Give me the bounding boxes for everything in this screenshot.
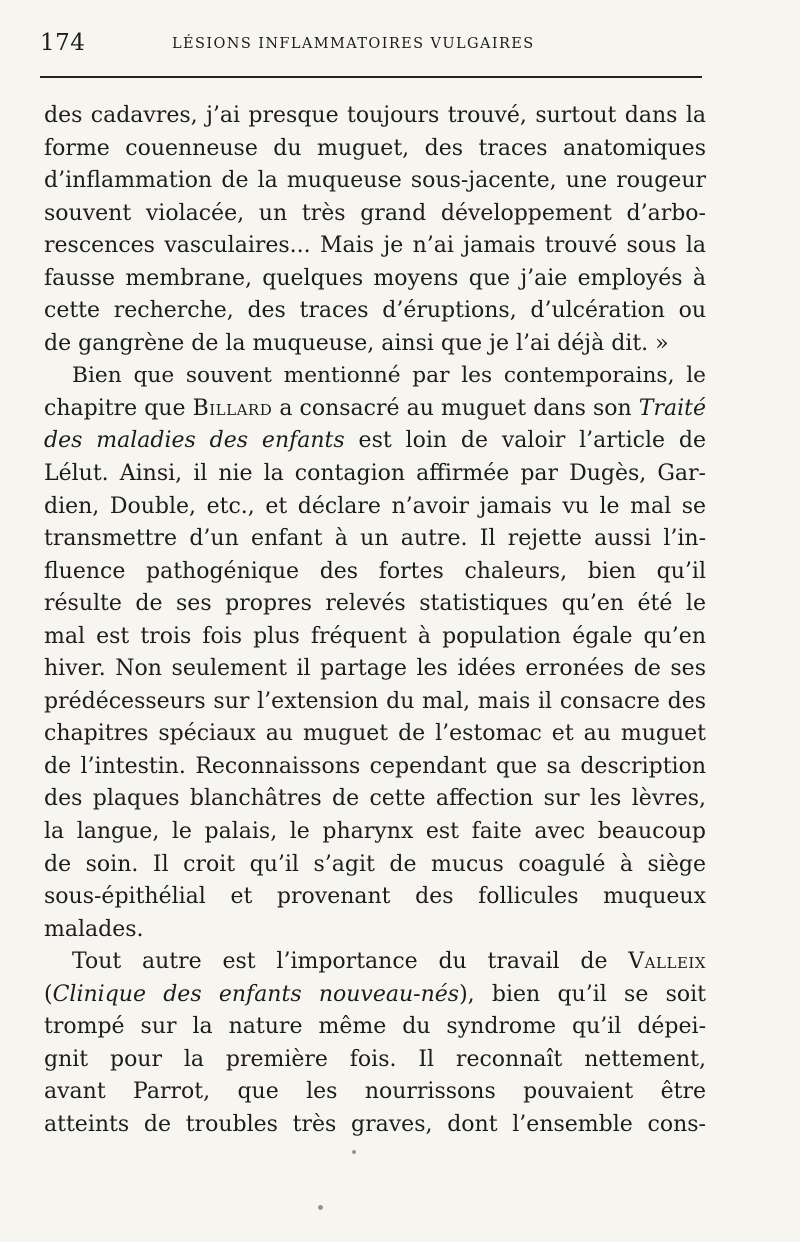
- text-fragment: a consacré au muguet dans son: [272, 395, 639, 421]
- text-line: mal est trois fois plus fréquent à population égale qu’en: [44, 623, 706, 649]
- text-line: fluence pathogénique des fortes chaleurs, bien qu’il: [44, 558, 706, 584]
- text-line: Bien que souvent mentionné par les contemporains, le: [72, 363, 706, 389]
- text-line: Lélut. Ainsi, il nie la contagion affirmée par Dugès, Gar-: [44, 461, 706, 487]
- text-line: résulte de ses propres relevés statistiques qu’en été le: [44, 591, 706, 617]
- book-title: Traité: [638, 395, 706, 421]
- text-line: souvent violacée, un très grand développement d’arbo-: [44, 200, 706, 226]
- text-line: [44, 979, 706, 1012]
- text-line: avant Parrot, que les nourrissons pouvaient être: [44, 1079, 706, 1105]
- text-fragment: ), bien qu’il se soit: [459, 981, 706, 1007]
- text-line: de gangrène de la muqueuse, ainsi que je l’ai déjà dit. »: [44, 330, 669, 356]
- text-line: la langue, le palais, le pharynx est faite avec beaucoup: [44, 819, 706, 845]
- text-line: cette recherche, des traces d’éruptions, d’ulcération ou: [44, 298, 706, 324]
- text-line: prédécesseurs sur l’extension du mal, mais il consacre des: [44, 688, 706, 714]
- text-line: [44, 946, 706, 979]
- paper-speck: [352, 1150, 356, 1154]
- running-title: LÉSIONS INFLAMMATOIRES VULGAIRES: [172, 36, 535, 52]
- text-line: forme couenneuse du muguet, des traces anatomiques: [44, 135, 706, 161]
- text-line: des cadavres, j’ai presque toujours trouvé, surtout dans la: [44, 103, 706, 128]
- text-line: des plaques blanchâtres de cette affection sur les lèvres,: [44, 786, 706, 812]
- text-line: rescences vasculaires... Mais je n’ai jamais trouvé sous la: [44, 233, 706, 259]
- running-head: [40, 30, 702, 64]
- text-fragment: (: [44, 981, 53, 1007]
- author-name: Billard: [192, 395, 273, 421]
- text-line: trompé sur la nature même du syndrome qu’il dépei-: [44, 1014, 706, 1040]
- text-line: gnit pour la première fois. Il reconnaît nettement,: [44, 1046, 706, 1072]
- author-name: Valleix: [628, 949, 706, 975]
- text-line: [44, 393, 706, 426]
- text-line: fausse membrane, quelques moyens que j’aie employés à: [44, 265, 706, 291]
- text-line: sous-épithélial et provenant des follicules muqueux: [44, 884, 706, 910]
- text-line: transmettre d’un enfant à un autre. Il rejette aussi l’in-: [44, 526, 706, 552]
- text-line: de soin. Il croit qu’il s’agit de mucus coagulé à siège: [44, 851, 706, 877]
- book-title: des maladies des enfants: [44, 428, 345, 454]
- text-line: malades.: [44, 916, 144, 942]
- book-title: Clinique des enfants nouveau-nés: [52, 981, 460, 1007]
- text-line: dien, Double, etc., et déclare n’avoir jamais vu le mal se: [44, 493, 706, 519]
- text-line: chapitres spéciaux au muguet de l’estomac et au muguet: [44, 721, 706, 747]
- text-line: de l’intestin. Reconnaissons cependant que sa description: [44, 753, 706, 779]
- text-line: [44, 425, 706, 458]
- text-fragment: Tout autre est l’importance du travail de: [72, 949, 629, 975]
- text-line: hiver. Non seulement il partage les idées erronées de ses: [44, 656, 706, 682]
- text-fragment: chapitre que: [44, 395, 193, 421]
- text-line: atteints de troubles très graves, dont l’ensemble cons-: [44, 1111, 706, 1137]
- text-fragment: est loin de valoir l’article de: [344, 428, 706, 454]
- text-line: d’inflammation de la muqueuse sous-jacente, une rougeur: [44, 168, 706, 194]
- page-number: 174: [40, 30, 86, 56]
- header-rule: [40, 76, 702, 78]
- body-text: [44, 100, 706, 1142]
- paper-speck: [318, 1205, 323, 1210]
